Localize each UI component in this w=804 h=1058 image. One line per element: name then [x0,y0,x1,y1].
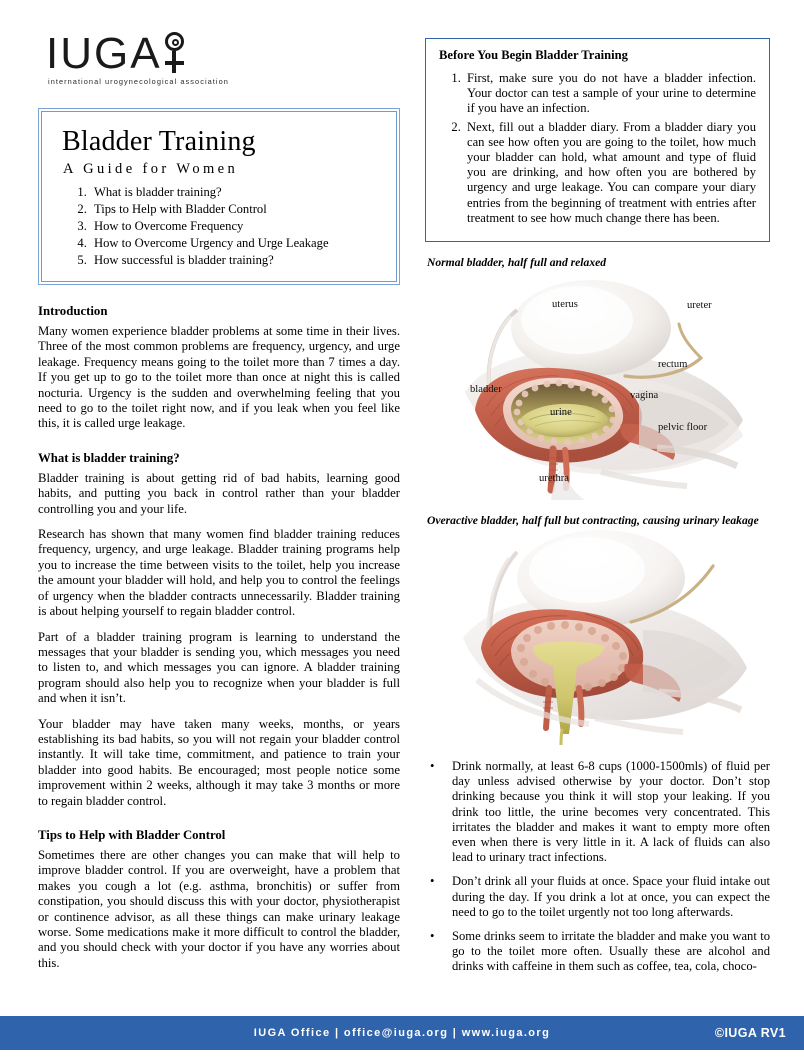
page-subtitle: A Guide for Women [63,161,239,177]
venus-symbol-icon [163,30,189,76]
table-of-contents [60,184,382,269]
figure-label-urethra: urethra [539,473,569,485]
paragraph: Many women experience bladder problems at some time in their lives. Three of the most common problems are frequency, urgency, and urge leakage. Frequency means going to the toilet more than 7 times a day. If you get up to go to the toilet more than once at night this is called nocturia. Urgency is the sudden and overwhelming feeling that you need to go to the toilet right now, and if you leak when you feel like this, it is called urge leakage. [38,324,400,431]
title-box-inner [41,111,397,282]
list-item-text: Some drinks seem to irritate the bladder and make you want to go to the toilet more often. Usually these are alcohol and drinks with caffeine in them such as coffee, tea, cola, choco- [452,929,770,974]
logo-wordmark-row [46,30,400,76]
page-title: Bladder Training [62,126,256,157]
title-box [38,108,400,285]
figure-label-urine: urine [550,407,572,419]
anatomy-illustration-overactive-icon [425,530,770,745]
section-heading-what-is-bladder-training: What is bladder training? [38,450,180,465]
paragraph: Bladder training is about getting rid of bad habits, learning good habits, and putting you back in control rather than your bladder controlling you and your life. [38,470,400,516]
figure-image-normal-bladder [425,272,770,500]
figure-label-pelvic-floor: pelvic floor [658,422,708,434]
logo-tagline: international urogynecological association [48,77,229,86]
section-heading-introduction: Introduction [38,304,108,318]
figure-label-ureter: ureter [687,300,712,312]
bullet-icon: • [430,874,435,889]
list-item [425,759,770,865]
right-column [425,38,770,984]
section-heading-tips-to-help-with-bladder-control: Tips to Help with Bladder Control [38,827,226,842]
paragraph: Research has shown that many women find bladder training reduces frequency, urgency, and urge leakage. Bladder training programs help you to increase the time between visits to the toilet, help you increase the amount your bladder will hold, and help you to control the feelings of urgency when the bladder contracts unnecessarily. Bladder training is about helping yourself to regain bladder control. [38,527,400,619]
figure-caption: Normal bladder, half full and relaxed [427,256,607,270]
bullet-icon: • [430,929,435,944]
note-list-item: 1. First, make sure you do not have a bladder infection. Your doctor can test a sample of your urine to determine if you have an infection. [464,71,756,117]
logo-wordmark-text: IUGA [46,29,162,78]
before-you-begin-box [425,38,770,242]
toc-item[interactable]: 5. How successful is bladder training? [90,252,382,269]
figure-label-vagina: vagina [630,390,659,402]
paragraph: Part of a bladder training program is learning to understand the messages that your bladder is sending you, which messages you need to listen to, and which messages you can ignore. A bladder training program should also help you to recognize when your bladder is full and when it isn’t. [38,629,400,706]
figure-image-overactive-bladder [425,530,770,745]
footer-contact-info[interactable]: IUGA Office | office@iuga.org | www.iuga.org [253,1027,551,1039]
figure-label-uterus: uterus [552,299,578,311]
fluid-tips-list [425,759,770,975]
list-item-text: Drink normally, at least 6-8 cups (1000-1500mls) of fluid per day unless advised otherwise by your doctor. Don’t stop drinking because you think it will stop your leaking. If you drink too little, the urine becomes very concentrated. This irritates the bladder and makes it want to empty more often even when there is very little in it. A lack of fluids can also lead to urinary tract infections. [452,759,770,865]
iuga-logo [46,30,400,92]
paragraph: Sometimes there are other changes you can make that will help to improve bladder control. If you are overweight, have a problem that makes you cough a lot (e.g. asthma, bronchitis) or suffer from constipation, you should discuss this with your doctor, physiotherapist or continence advisor, as all these things can make urinary leakage worse. Some medications make it more difficult to control the bladder, and you should check with your doctor if you have any worries about this. [38,847,400,970]
list-item [425,874,770,920]
footer-copyright: ©IUGA RV1 [714,1026,786,1040]
toc-item[interactable]: 2. Tips to Help with Bladder Control [90,201,382,218]
figure-caption: Overactive bladder, half full but contracting, causing urinary leakage [427,514,759,528]
toc-item[interactable]: 1. What is bladder training? [90,184,382,201]
page-footer [0,1016,804,1050]
paragraph: Your bladder may have taken many weeks, months, or years establishing its bad habits, so you will not regain your bladder control instantly. It will take time, commitment, and patience to train your bladder into good habits. Be encouraged; most people notice some improvement within 2 weeks, although it may take 3 months or more to regain bladder control. [38,716,400,808]
figure-label-rectum: rectum [658,359,688,371]
left-column [38,30,400,971]
bullet-icon: • [430,759,435,774]
figure-overactive-bladder [425,514,770,745]
note-box-title: Before You Begin Bladder Training [439,48,628,62]
note-box-list [434,71,756,226]
figure-label-bladder: bladder [470,384,502,396]
toc-item[interactable]: 3. How to Overcome Frequency [90,218,382,235]
toc-item[interactable]: 4. How to Overcome Urgency and Urge Leakage [90,235,382,252]
list-item-text: Don’t drink all your fluids at once. Space your fluid intake out during the day. If you drink a lot at once, you can expect the need to go to the toilet urgently not too long afterwards. [452,874,770,919]
note-list-item: 2. Next, fill out a bladder diary. From a bladder diary you can see how often you are going to the toilet, how much your bladder can hold, what amount and type of fluid you are drinking, and how often you are bothered by urgency and urge leakage. You can compare your diary entries from the beginning of treatment with entries after treatment to see how much change there has been. [464,120,756,226]
figure-normal-bladder [425,256,770,500]
list-item [425,929,770,975]
